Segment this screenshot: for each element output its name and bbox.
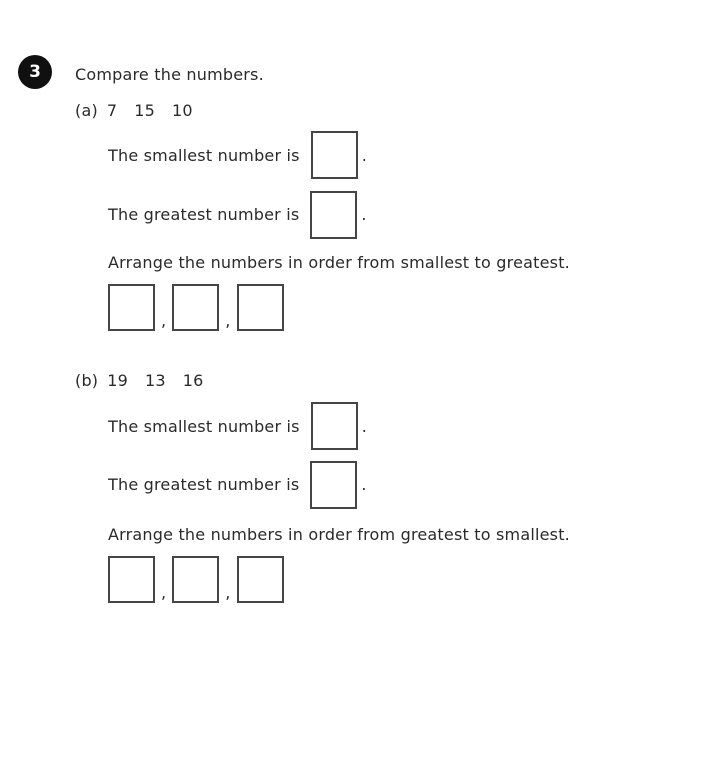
part-a-number-3: 10 xyxy=(172,101,193,120)
part-a-number-1: 7 xyxy=(106,101,118,120)
period: . xyxy=(361,475,367,494)
comma-separator: , xyxy=(225,583,231,602)
answer-box-greatest-a[interactable] xyxy=(310,191,357,239)
part-b-header xyxy=(75,370,204,391)
arrange-answer-box-a1[interactable] xyxy=(108,284,155,331)
part-b-label: (b) xyxy=(75,371,99,390)
arrange-answer-box-b1[interactable] xyxy=(108,556,155,603)
arrange-answer-box-b3[interactable] xyxy=(237,556,284,603)
part-b-arrange-instruction: Arrange the numbers in order from greatest to smallest. xyxy=(108,525,570,544)
comma-separator: , xyxy=(225,311,231,330)
answer-box-greatest-b[interactable] xyxy=(310,461,357,509)
question-number: 3 xyxy=(29,62,41,82)
smallest-number-label: The smallest number is xyxy=(108,145,300,165)
part-b-arrange-answer-row xyxy=(108,556,284,603)
answer-box-smallest-a[interactable] xyxy=(311,131,358,179)
arrange-answer-box-b2[interactable] xyxy=(172,556,219,603)
part-b-number-3: 16 xyxy=(182,371,204,390)
arrange-answer-box-a3[interactable] xyxy=(237,284,284,331)
smallest-number-label: The smallest number is xyxy=(108,416,300,436)
answer-box-smallest-b[interactable] xyxy=(311,402,358,450)
period: . xyxy=(361,205,367,224)
part-a-greatest-line xyxy=(108,191,367,238)
part-b-greatest-line xyxy=(108,461,367,508)
part-b-number-1: 19 xyxy=(107,371,129,390)
comma-separator: , xyxy=(161,311,167,330)
part-a-label: (a) xyxy=(75,101,98,120)
part-a-number-2: 15 xyxy=(134,101,156,120)
greatest-number-label: The greatest number is xyxy=(108,205,300,224)
part-a-smallest-line xyxy=(108,131,367,179)
arrange-answer-box-a2[interactable] xyxy=(172,284,219,331)
question-prompt: Compare the numbers. xyxy=(75,65,264,84)
part-a-arrange-answer-row xyxy=(108,284,284,331)
comma-separator: , xyxy=(161,583,167,602)
part-b-smallest-line xyxy=(108,402,367,450)
part-a-header xyxy=(75,100,193,121)
part-a-arrange-instruction: Arrange the numbers in order from smallest to greatest. xyxy=(108,253,570,272)
greatest-number-label: The greatest number is xyxy=(108,475,300,494)
period: . xyxy=(361,145,368,165)
question-number-badge xyxy=(18,55,52,89)
period: . xyxy=(361,416,368,436)
part-b-number-2: 13 xyxy=(145,371,166,390)
